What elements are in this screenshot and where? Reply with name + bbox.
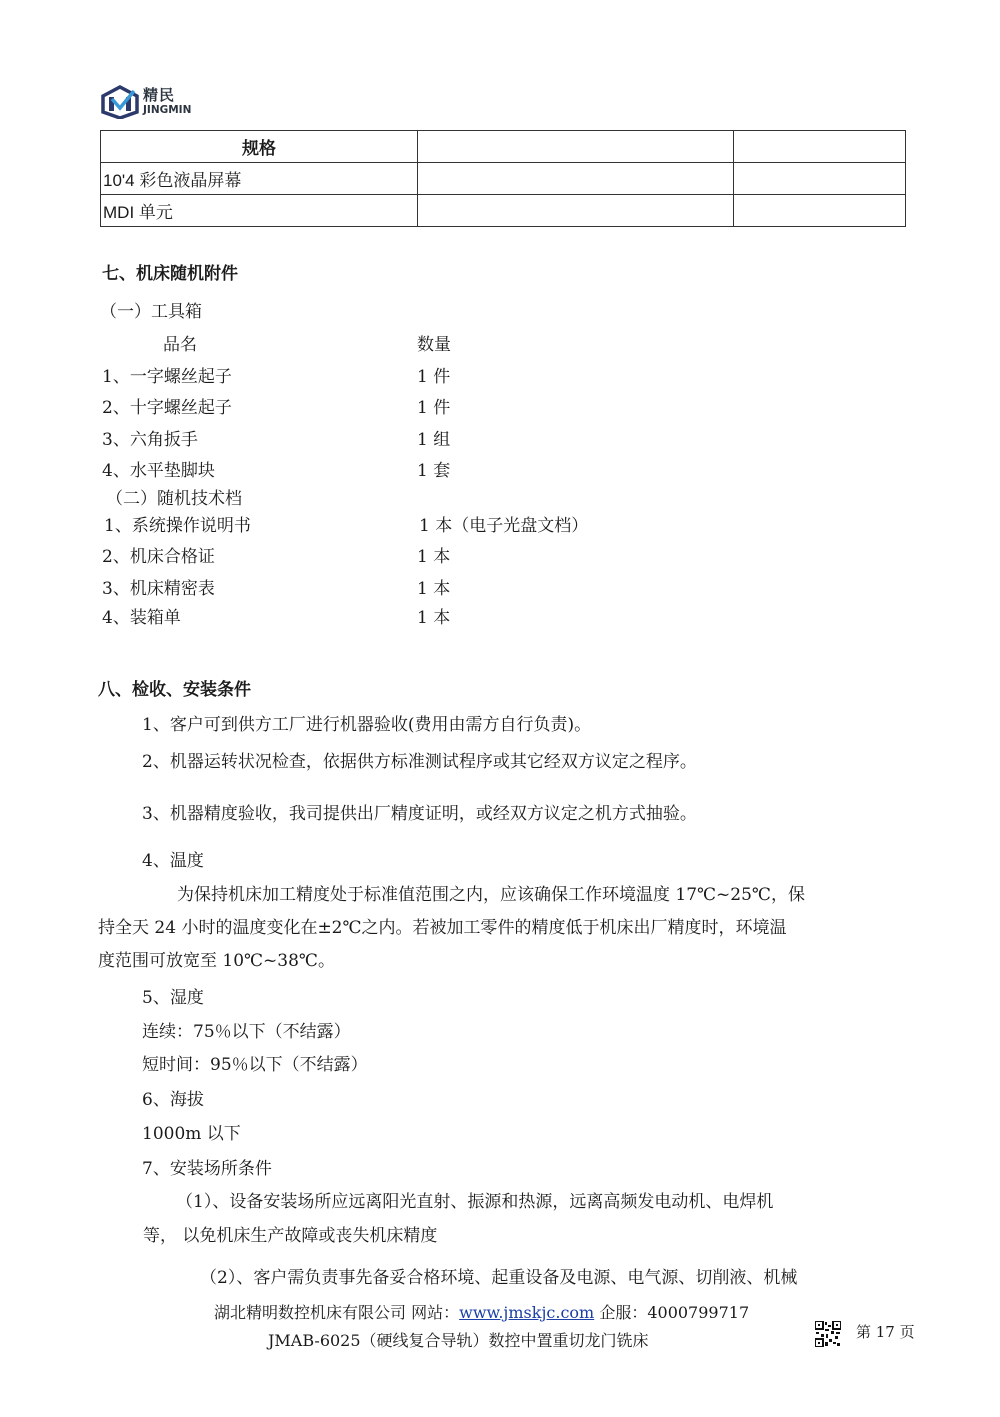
footer-line-1 [214, 1300, 749, 1323]
paragraph: 3、机器精度验收，我司提供出厂精度证明，或经双方议定之机方式抽验。 [142, 804, 697, 824]
list-item: 1、一字螺丝起子 [102, 367, 232, 387]
logo-cn-text: 精民 [143, 86, 176, 105]
list-item-qty: 1 组 [417, 430, 451, 450]
spec-table [100, 130, 906, 227]
section-8-title: 八、检收、安装条件 [98, 680, 251, 700]
table-cell [734, 163, 906, 195]
paragraph: 为保持机床加工精度处于标准值范围之内，应该确保工作环境温度 17℃~25℃，保 [177, 885, 805, 905]
footer-website-link[interactable]: www.jmskjc.com [459, 1303, 595, 1322]
footer-product: JMAB-6025（硬线复合导轨）数控中置重切龙门铣床 [268, 1331, 649, 1350]
list-item: 2、十字螺丝起子 [102, 398, 232, 418]
altitude-value: 1000m 以下 [142, 1124, 241, 1144]
altitude-title: 6、海拔 [142, 1090, 204, 1110]
list-item-qty: 1 本（电子光盘文档） [419, 516, 589, 536]
table-row [101, 163, 906, 195]
footer-company: 湖北精明数控机床有限公司 [214, 1303, 407, 1322]
list-item: 1、系统操作说明书 [104, 516, 251, 536]
humidity-short: 短时间：95％以下（不结露） [142, 1055, 368, 1075]
list-item: 4、水平垫脚块 [102, 461, 215, 481]
list-item: 4、装箱单 [102, 608, 181, 628]
paragraph: 持全天 24 小时的温度变化在±2℃之内。若被加工零件的精度低于机床出厂精度时，环境温 [98, 918, 787, 938]
list-item: 3、六角扳手 [102, 430, 198, 450]
list-item-qty: 1 件 [417, 367, 451, 387]
list-item: 2、机床合格证 [102, 547, 215, 567]
site-title: 7、安装场所条件 [142, 1159, 272, 1179]
list-item-qty: 1 本 [417, 579, 451, 599]
table-cell: 规格 [101, 131, 418, 163]
table-cell [418, 163, 734, 195]
paragraph: 1、客户可到供方工厂进行机器验收(费用由需方自行负责)。 [142, 715, 592, 735]
paragraph: （1）、设备安装场所应远离阳光直射、振源和热源，远离高频发电动机、电焊机 [176, 1192, 774, 1212]
toolbox-title: （一）工具箱 [100, 302, 202, 322]
table-cell [418, 131, 734, 163]
list-item-qty: 1 本 [417, 608, 451, 628]
list-item-qty: 1 套 [417, 461, 451, 481]
list-item: 3、机床精密表 [102, 579, 215, 599]
table-cell [734, 131, 906, 163]
logo-en-text: JINGMIN [143, 104, 192, 117]
paragraph: 2、机器运转状况检查，依据供方标准测试程序或其它经双方议定之程序。 [142, 752, 697, 772]
jingmin-logo-icon [100, 85, 140, 119]
humidity-continuous: 连续：75％以下（不结露） [142, 1022, 351, 1042]
humidity-title: 5、湿度 [142, 988, 204, 1008]
list-item-qty: 1 件 [417, 398, 451, 418]
col-name-header: 品名 [163, 335, 197, 355]
table-cell: MDI 单元 [101, 195, 418, 227]
page-number: 第 17 页 [856, 1323, 915, 1341]
table-row [101, 195, 906, 227]
section-7-title: 七、机床随机附件 [102, 264, 238, 284]
company-logo [100, 84, 191, 120]
footer-service-label: 企服： [599, 1303, 648, 1322]
paragraph: 等， 以免机床生产故障或丧失机床精度 [143, 1226, 438, 1246]
paragraph: 度范围可放宽至 10℃~38℃。 [98, 951, 335, 971]
footer-service-phone: 4000799717 [647, 1303, 750, 1322]
temperature-title: 4、温度 [142, 851, 204, 871]
col-qty-header: 数量 [417, 335, 451, 355]
table-cell [418, 195, 734, 227]
table-row [101, 131, 906, 163]
footer-website-label: 网站： [411, 1303, 460, 1322]
list-item-qty: 1 本 [417, 547, 451, 567]
paragraph: （2）、客户需负责事先备妥合格环境、起重设备及电源、电气源、切削液、机械 [200, 1268, 798, 1288]
table-cell: 10'4 彩色液晶屏幕 [101, 163, 418, 195]
table-cell [734, 195, 906, 227]
qr-code-icon [815, 1321, 841, 1347]
tech-docs-title: （二）随机技术档 [106, 489, 242, 509]
